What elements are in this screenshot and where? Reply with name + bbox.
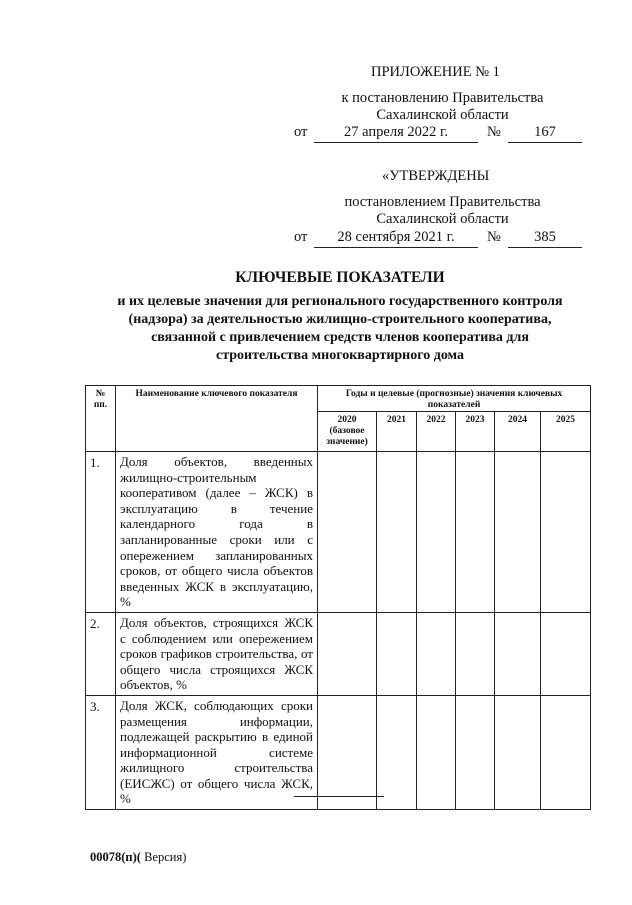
closing-line: [294, 796, 384, 797]
table-row: [86, 612, 591, 695]
appendix-date: 27 апреля 2022 г.: [314, 123, 478, 143]
row-number: 1.: [86, 452, 116, 613]
header-year-2020: 2020 (базовое значение): [318, 412, 377, 452]
document-heading: КЛЮЧЕВЫЕ ПОКАЗАТЕЛИ: [235, 269, 445, 286]
value-cell: [377, 612, 417, 695]
header-number: № пп.: [86, 386, 116, 452]
approved-line1: постановлением Правительства: [344, 194, 541, 210]
approved-from-label: от: [294, 229, 308, 245]
header-years: Годы и целевые (прогнозные) значения ключевых показателей: [318, 386, 591, 412]
value-cell: [456, 695, 495, 809]
value-cell: [417, 612, 456, 695]
row-indicator-name: Доля объектов, введенных жилищно-строительным кооперативом (далее – ЖСК) в эксплуатацию в течение календарного года в запланированные сроки или с опережением запланированных сроков, от общего числа объектов введенных ЖСК в эксплуатацию, %: [116, 452, 318, 613]
header-year-2025: 2025: [541, 412, 591, 452]
value-cell: [377, 452, 417, 613]
approved-date: 28 сентября 2021 г.: [314, 228, 478, 248]
appendix-from-label: от: [294, 124, 308, 140]
appendix-title: ПРИЛОЖЕНИЕ № 1: [371, 64, 500, 80]
header-year-2021: 2021: [377, 412, 417, 452]
value-cell: [417, 452, 456, 613]
value-cell: [541, 695, 591, 809]
key-indicators-table: [85, 385, 591, 810]
value-cell: [377, 695, 417, 809]
appendix-number: 167: [508, 123, 582, 143]
table-row: [86, 695, 591, 809]
value-cell: [318, 452, 377, 613]
approved-number-label: №: [487, 229, 501, 245]
value-cell: [541, 452, 591, 613]
value-cell: [456, 452, 495, 613]
value-cell: [495, 452, 541, 613]
row-number: 3.: [86, 695, 116, 809]
appendix-line2: Сахалинской области: [376, 107, 509, 123]
appendix-line1: к постановлению Правительства: [341, 90, 544, 106]
heading-sub-line-2: (надзора) за деятельностью жилищно-строительного кооператива,: [128, 312, 552, 327]
approved-title: «УТВЕРЖДЕНЫ: [382, 168, 490, 184]
heading-sub-line-1: и их целевые значения для регионального государственного контроля: [117, 294, 563, 309]
value-cell: [318, 695, 377, 809]
header-year-2023: 2023: [456, 412, 495, 452]
heading-sub-line-3: связанной с привлечением средств членов кооператива для: [151, 330, 529, 345]
table-row: [86, 452, 591, 613]
header-year-2024: 2024: [495, 412, 541, 452]
footer-code: [90, 850, 186, 865]
value-cell: [318, 612, 377, 695]
value-cell: [495, 612, 541, 695]
footer-version: Версия): [140, 850, 187, 864]
heading-sub-line-4: строительства многоквартирного дома: [215, 348, 464, 363]
approved-line2: Сахалинской области: [376, 211, 509, 227]
value-cell: [417, 695, 456, 809]
row-indicator-name: Доля объектов, строящихся ЖСК с соблюдением или опережением сроков графиков строительства, от общего числа строящихся ЖСК объектов, %: [116, 612, 318, 695]
row-number: 2.: [86, 612, 116, 695]
appendix-number-label: №: [487, 124, 501, 140]
value-cell: [495, 695, 541, 809]
value-cell: [456, 612, 495, 695]
footer-code-text: 00078(п)(: [90, 850, 141, 864]
approved-number: 385: [508, 228, 582, 248]
value-cell: [541, 612, 591, 695]
header-indicator-name: Наименование ключевого показателя: [116, 386, 318, 452]
header-year-2022: 2022: [417, 412, 456, 452]
row-indicator-name: Доля ЖСК, соблюдающих сроки размещения информации, подлежащей раскрытию в единой информационной системе жилищного строительства (ЕИСЖС) от общего числа ЖСК, %: [116, 695, 318, 809]
